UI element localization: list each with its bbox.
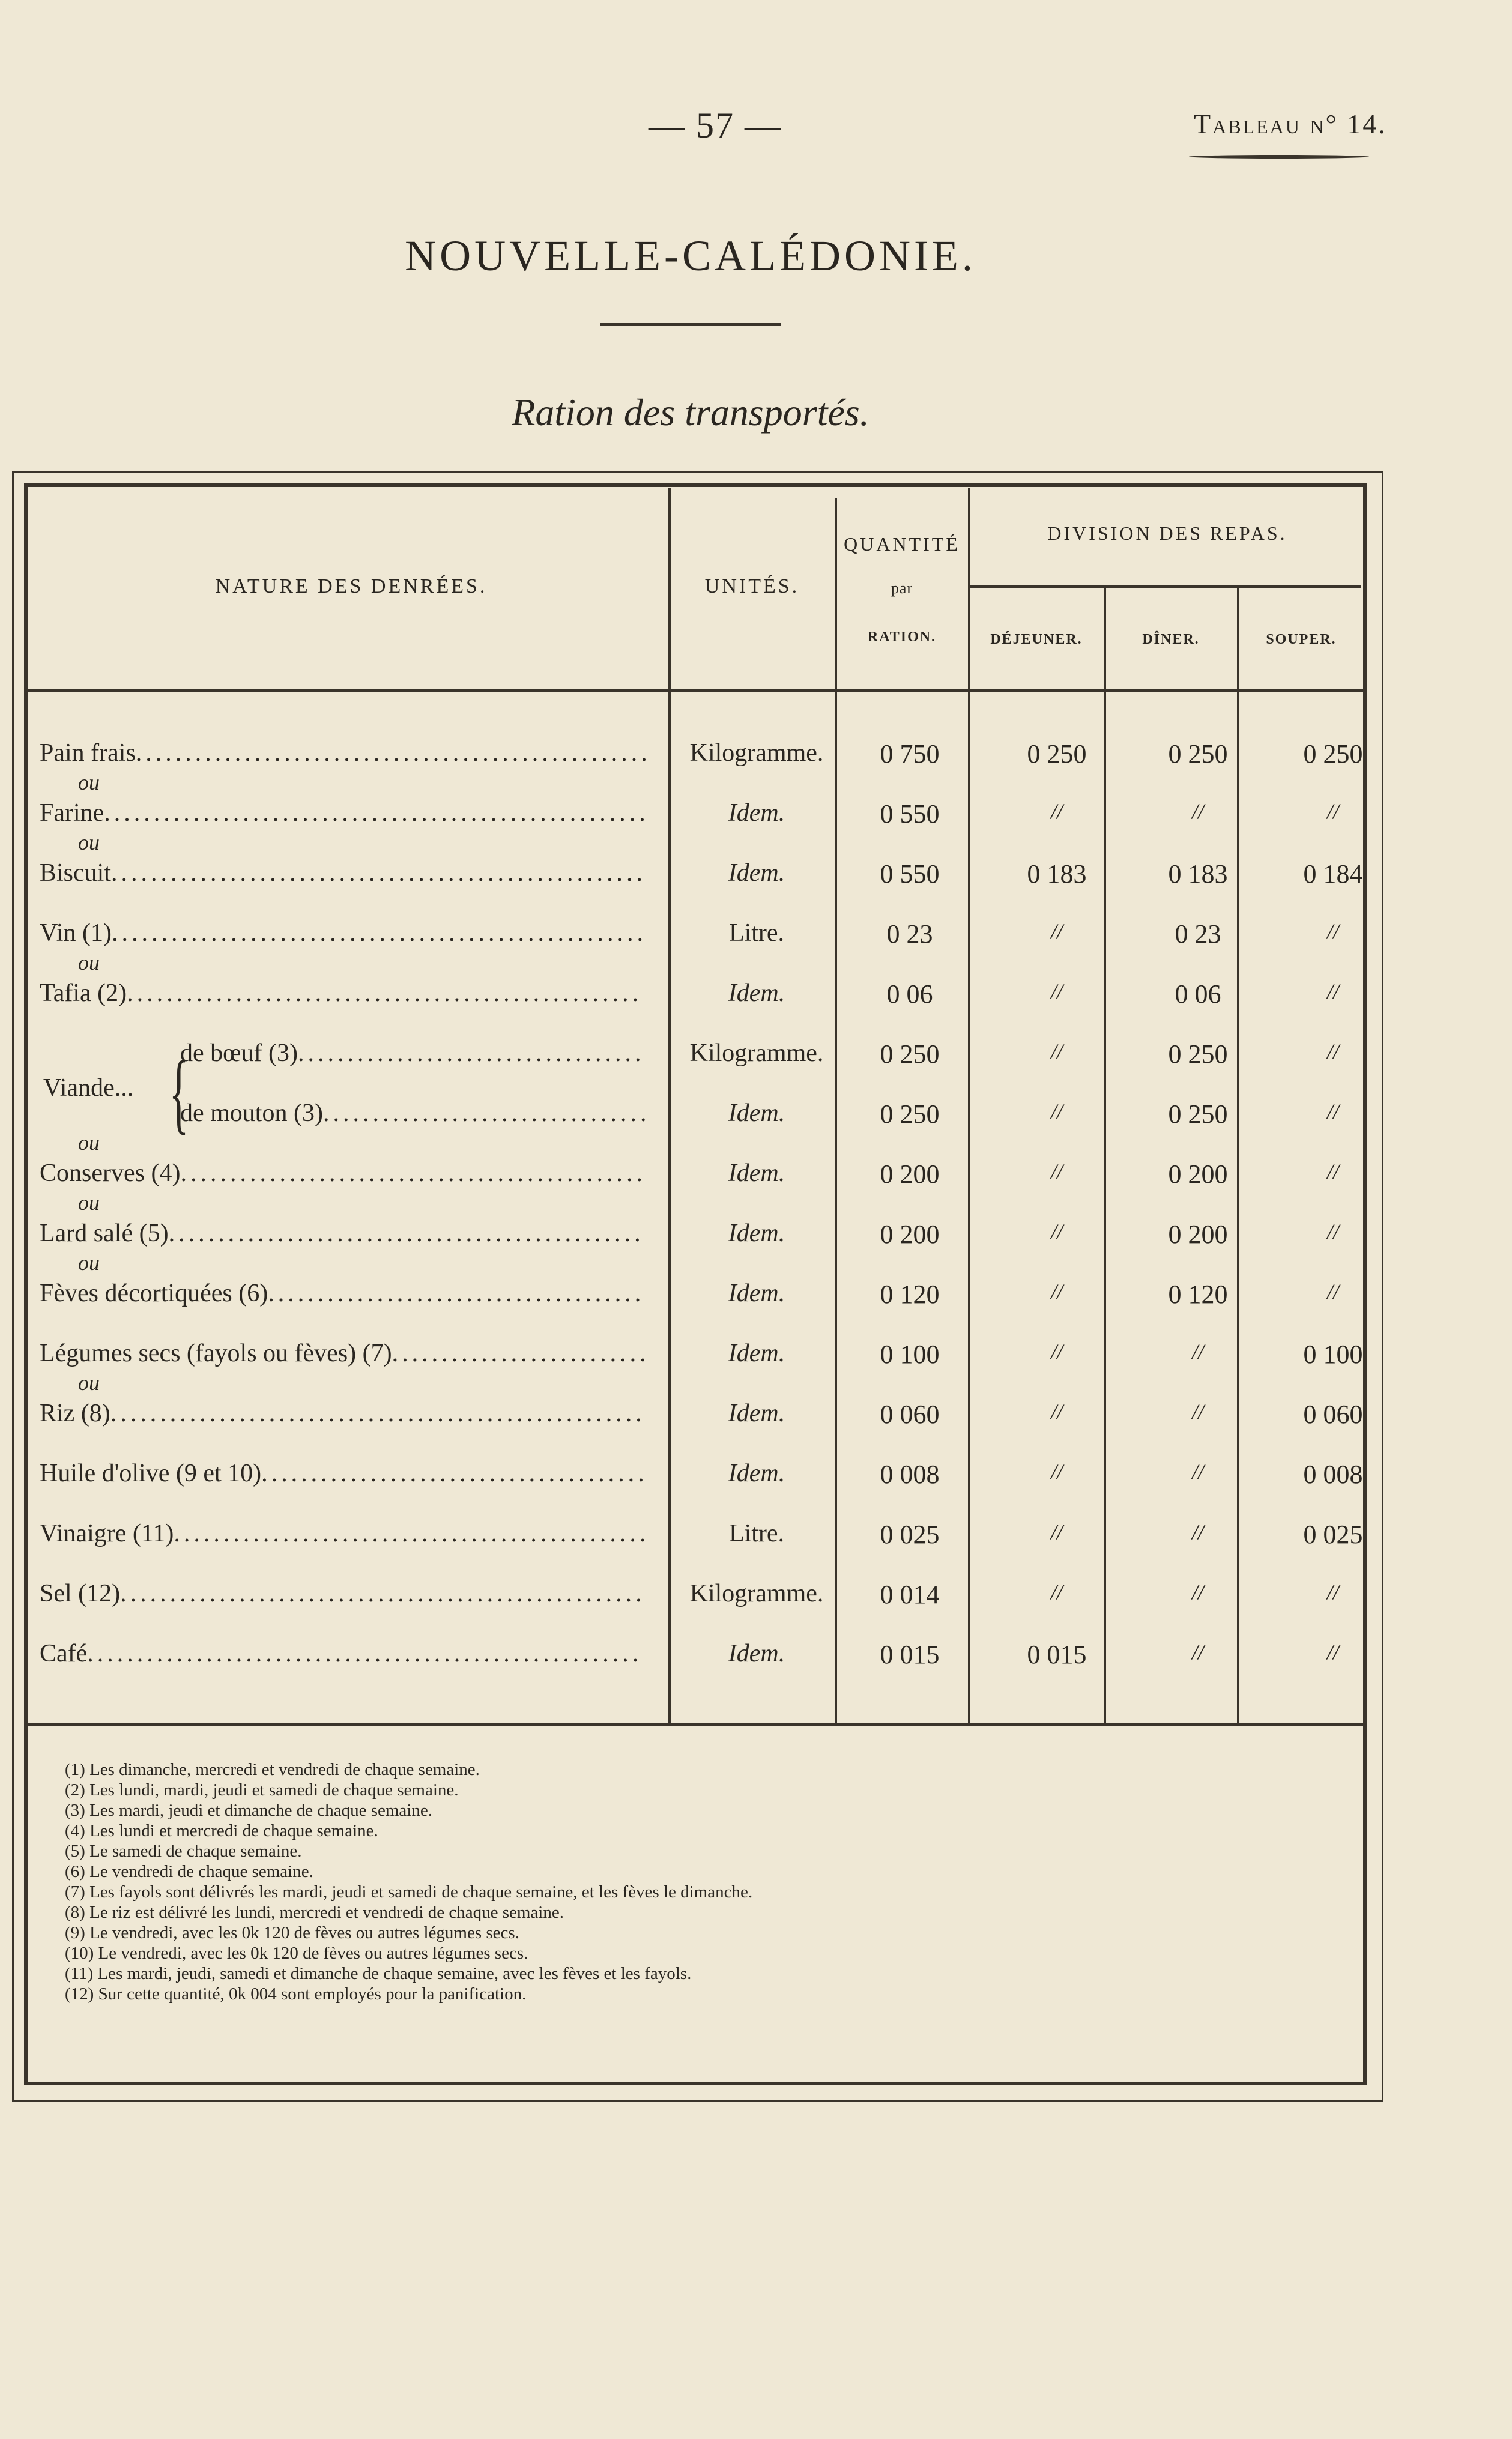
denree-name: Légumes secs (fayols ou fèves) (7)	[40, 1340, 392, 1367]
leader-dots: .......................................................	[104, 799, 649, 827]
souper-cell: 0 100	[1303, 1340, 1363, 1369]
leader-dots: ......................................................	[110, 1400, 646, 1427]
denree-name: Conserves (4)	[40, 1159, 181, 1187]
header-division: DIVISION DES REPAS.	[1047, 522, 1287, 544]
footnote: (6) Le vendredi de chaque semaine.	[65, 1862, 313, 1881]
table-row	[0, 739, 1512, 799]
header-unites: UNITÉS.	[704, 575, 800, 597]
table-row	[0, 1131, 1512, 1219]
footnote: (5) Le samedi de chaque semaine.	[65, 1842, 302, 1861]
page-subtitle: Ration des transportés.	[512, 391, 869, 434]
table-row	[0, 919, 1512, 979]
table-row	[0, 1459, 1512, 1519]
footnotes	[65, 1759, 752, 2004]
page-title: NOUVELLE-CALÉDONIE.	[405, 232, 976, 280]
unit-cell: Idem.	[728, 859, 785, 887]
dejeuner-cell: //	[1050, 979, 1063, 1003]
footnote: (10) Le vendredi, avec les 0k 120 de fèves ou autres légumes secs.	[65, 1944, 528, 1963]
diner-cell: //	[1191, 799, 1204, 823]
ou-connector: ou	[78, 951, 100, 975]
unit-cell: Idem.	[728, 1159, 785, 1187]
quantity-cell: 0 008	[880, 1460, 940, 1489]
leader-dots: ......................................	[268, 1280, 645, 1307]
quantity-cell: 0 100	[880, 1340, 940, 1369]
ou-connector: ou	[78, 1371, 100, 1395]
header-nature: NATURE DES DENRÉES.	[215, 575, 488, 597]
denree-name: de mouton (3)	[180, 1099, 323, 1127]
souper-cell: 0 184	[1303, 859, 1363, 889]
diner-cell: 0 23	[1175, 919, 1221, 949]
ou-connector: ou	[78, 830, 100, 854]
dejeuner-cell: //	[1050, 919, 1063, 943]
unit-cell: Idem.	[728, 1280, 785, 1307]
diner-cell: 0 120	[1168, 1280, 1228, 1309]
dejeuner-cell: //	[1050, 1280, 1063, 1304]
leader-dots: .......................................	[261, 1460, 648, 1487]
leader-dots: ...................................	[297, 1039, 645, 1067]
souper-cell: 0 025	[1303, 1520, 1363, 1549]
denree-name: Pain frais	[40, 739, 136, 767]
header-dejeuner: DÉJEUNER.	[990, 632, 1083, 647]
footnote: (12) Sur cette quantité, 0k 004 sont employés pour la panification.	[65, 1984, 527, 2004]
denree-name: Tafia (2)	[40, 979, 127, 1007]
header-souper: SOUPER.	[1266, 632, 1337, 647]
souper-cell: //	[1326, 979, 1339, 1003]
quantity-cell: 0 250	[880, 1039, 940, 1069]
footnote: (7) Les fayols sont délivrés les mardi, jeudi et samedi de chaque semaine, et les fèves le dimanche.	[65, 1882, 753, 1902]
denree-name: Riz (8)	[40, 1400, 110, 1427]
leader-dots: ......................................................	[111, 859, 647, 887]
dejeuner-cell: //	[1050, 1520, 1063, 1544]
quantity-cell: 0 550	[880, 859, 940, 889]
diner-cell: 0 06	[1175, 979, 1221, 1009]
unit-cell: Idem.	[728, 799, 785, 827]
viande-label: Viande...	[43, 1074, 134, 1102]
quantity-cell: 0 200	[880, 1159, 940, 1189]
diner-cell: 0 250	[1168, 1039, 1228, 1069]
denree-name: de bœuf (3)	[180, 1039, 298, 1067]
table-row	[0, 1639, 1512, 1699]
title-rule	[600, 323, 781, 326]
header-bottom-rule	[28, 689, 1363, 692]
diner-cell: 0 200	[1168, 1159, 1228, 1189]
souper-cell: //	[1326, 799, 1339, 823]
footnote: (2) Les lundi, mardi, jeudi et samedi de chaque semaine.	[65, 1780, 459, 1800]
table-row	[0, 1371, 1512, 1459]
diner-cell: //	[1191, 1640, 1204, 1664]
quantity-cell: 0 550	[880, 799, 940, 829]
leader-dots: ................................................	[174, 1520, 650, 1547]
souper-cell: 0 008	[1303, 1460, 1363, 1489]
dejeuner-cell: //	[1050, 1039, 1063, 1063]
leader-dots: ................................................	[168, 1220, 644, 1247]
footnote: (1) Les dimanche, mercredi et vendredi de chaque semaine.	[65, 1760, 480, 1779]
header-quantite: QUANTITÉ	[844, 533, 960, 555]
ou-connector: ou	[78, 1131, 100, 1155]
dejeuner-cell: 0 250	[1027, 739, 1087, 769]
dejeuner-cell: //	[1050, 1099, 1063, 1123]
footnote: (4) Les lundi et mercredi de chaque semaine.	[65, 1821, 378, 1840]
table-row	[0, 770, 1512, 859]
leader-dots: .....................................................	[120, 1580, 646, 1607]
dejeuner-cell: //	[1050, 1460, 1063, 1484]
diner-cell: 0 200	[1168, 1220, 1228, 1249]
unit-cell: Idem.	[728, 1099, 785, 1127]
dejeuner-cell: //	[1050, 1580, 1063, 1604]
unit-cell: Idem.	[728, 1340, 785, 1367]
diner-cell: //	[1191, 1400, 1204, 1424]
unit-cell: Kilogramme.	[689, 1580, 824, 1607]
table-row	[0, 1339, 1512, 1399]
leader-dots: ........................................................	[87, 1640, 643, 1667]
souper-cell: //	[1326, 1640, 1339, 1664]
leader-dots: ...............................................	[180, 1159, 646, 1187]
ou-connector: ou	[78, 1191, 100, 1215]
footnote: (11) Les mardi, jeudi, samedi et dimanche de chaque semaine, avec les fèves et les fayols.	[65, 1964, 692, 1983]
footnote: (3) Les mardi, jeudi et dimanche de chaque semaine.	[65, 1801, 432, 1820]
diner-cell: //	[1191, 1460, 1204, 1484]
footnote: (8) Le riz est délivré les lundi, mercredi et vendredi de chaque semaine.	[65, 1903, 564, 1922]
dejeuner-cell: 0 183	[1027, 859, 1087, 889]
leader-dots: ......................................................	[111, 919, 647, 947]
diner-cell: //	[1191, 1580, 1204, 1604]
table-row	[0, 830, 1512, 919]
quantity-cell: 0 060	[880, 1400, 940, 1429]
header-ration: RATION.	[867, 629, 937, 645]
diner-cell: //	[1191, 1520, 1204, 1544]
leader-dots: ....................................................	[135, 739, 651, 767]
page-number: — 57 —	[649, 106, 782, 145]
ou-connector: ou	[78, 1251, 100, 1275]
header-par: par	[891, 579, 913, 597]
leader-dots: .................................	[322, 1099, 650, 1127]
quantity-cell: 0 120	[880, 1280, 940, 1309]
table-row	[0, 1251, 1512, 1339]
viande-brace: {	[169, 1043, 189, 1143]
table-bottom-rule	[28, 1723, 1363, 1726]
souper-cell: //	[1326, 1580, 1339, 1604]
quantity-cell: 0 750	[880, 739, 940, 769]
table-row	[0, 1039, 1512, 1099]
dejeuner-cell: //	[1050, 1220, 1063, 1244]
tableau-reference: Tableau n° 14.	[1194, 109, 1387, 139]
table-row	[0, 1191, 1512, 1279]
quantity-cell: 0 025	[880, 1520, 940, 1549]
quantity-cell: 0 250	[880, 1099, 940, 1129]
unit-cell: Idem.	[728, 1640, 785, 1667]
leader-dots: ....................................................	[127, 979, 643, 1007]
tableau-underline	[1189, 155, 1369, 159]
denree-name: Café	[40, 1640, 88, 1667]
diner-cell: //	[1191, 1340, 1204, 1364]
unit-cell: Litre.	[728, 919, 785, 947]
denree-name: Vinaigre (11)	[40, 1520, 174, 1547]
diner-cell: 0 250	[1168, 1099, 1228, 1129]
unit-cell: Idem.	[728, 1220, 785, 1247]
souper-cell: //	[1326, 919, 1339, 943]
quantity-cell: 0 015	[880, 1640, 940, 1669]
ou-connector: ou	[78, 770, 100, 794]
souper-cell: //	[1326, 1220, 1339, 1244]
souper-cell: 0 060	[1303, 1400, 1363, 1429]
unit-cell: Kilogramme.	[689, 1039, 824, 1067]
souper-cell: //	[1326, 1159, 1339, 1183]
denree-name: Vin (1)	[40, 919, 112, 947]
division-rule	[970, 585, 1361, 588]
quantity-cell: 0 200	[880, 1220, 940, 1249]
dejeuner-cell: //	[1050, 1340, 1063, 1364]
souper-cell: 0 250	[1303, 739, 1363, 769]
unit-cell: Idem.	[728, 1400, 785, 1427]
dejeuner-cell: 0 015	[1027, 1640, 1087, 1669]
unit-cell: Idem.	[728, 979, 785, 1007]
table-row	[0, 951, 1512, 1039]
souper-cell: //	[1326, 1039, 1339, 1063]
dejeuner-cell: //	[1050, 799, 1063, 823]
denree-name: Biscuit	[40, 859, 112, 887]
diner-cell: 0 250	[1168, 739, 1228, 769]
souper-cell: //	[1326, 1099, 1339, 1123]
footnote: (9) Le vendredi, avec les 0k 120 de fèves ou autres légumes secs.	[65, 1923, 519, 1942]
header-diner: DÎNER.	[1142, 632, 1200, 647]
quantity-cell: 0 23	[886, 919, 933, 949]
denree-name: Lard salé (5)	[40, 1220, 169, 1247]
quantity-cell: 0 014	[880, 1580, 940, 1609]
denree-name: Fèves décortiquées (6)	[40, 1280, 268, 1307]
denree-name: Sel (12)	[40, 1580, 121, 1607]
dejeuner-cell: //	[1050, 1400, 1063, 1424]
unit-cell: Kilogramme.	[689, 739, 824, 767]
souper-cell: //	[1326, 1280, 1339, 1304]
denree-name: Farine	[40, 799, 104, 827]
unit-cell: Litre.	[728, 1520, 785, 1547]
diner-cell: 0 183	[1168, 859, 1228, 889]
unit-cell: Idem.	[728, 1460, 785, 1487]
dejeuner-cell: //	[1050, 1159, 1063, 1183]
table-row	[0, 1579, 1512, 1639]
quantity-cell: 0 06	[886, 979, 933, 1009]
table-row	[0, 1099, 1512, 1159]
leader-dots: ..........................	[392, 1340, 650, 1367]
table-row	[0, 1519, 1512, 1579]
denree-name: Huile d'olive (9 et 10)	[40, 1460, 262, 1487]
